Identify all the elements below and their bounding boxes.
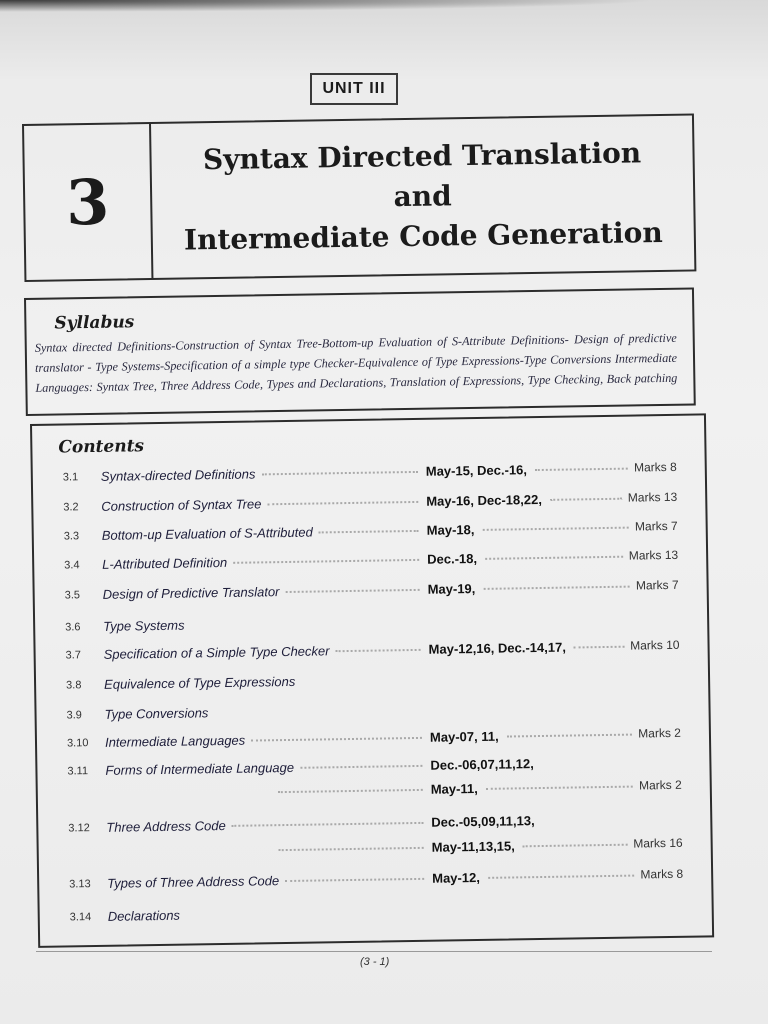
section-number: 3.13 (69, 878, 91, 891)
chapter-title-line-3: Intermediate Code Generation (183, 215, 663, 257)
exam-dates: Dec.-05,09,11,13, (431, 813, 535, 830)
marks-value: Marks 13 (628, 547, 679, 563)
exam-dates: Dec.-06,07,11,12, (430, 756, 534, 773)
footer-divider (36, 951, 712, 952)
section-title: Forms of Intermediate Language (105, 759, 295, 778)
leader-dots (231, 822, 423, 827)
section-title: Bottom-up Evaluation of S-Attributed (101, 524, 313, 543)
leader-dots (484, 586, 630, 590)
leader-dots (485, 556, 623, 560)
list-item (34, 516, 710, 549)
section-title: Syntax-directed Definitions (100, 466, 256, 484)
chapter-title (151, 115, 694, 277)
leader-dots (550, 498, 622, 501)
section-number: 3.12 (68, 822, 90, 835)
leader-dots (483, 527, 629, 531)
exam-dates: May-16, Dec-18,22, (426, 491, 542, 509)
exam-dates: May-07, 11, (429, 728, 499, 745)
exam-dates: May-11, (430, 781, 478, 797)
page-shadow (0, 0, 768, 14)
section-title: Types of Three Address Code (107, 873, 280, 891)
contents-box (30, 413, 714, 948)
chapter-title-line-2: and (393, 179, 452, 214)
section-title: Construction of Syntax Tree (101, 496, 262, 514)
exam-dates: May-15, Dec.-16, (425, 462, 528, 479)
leader-dots (267, 501, 418, 505)
leader-dots (286, 589, 420, 593)
list-item (33, 457, 709, 490)
list-item (33, 487, 709, 520)
section-number: 3.5 (64, 589, 81, 602)
syllabus-heading: Syllabus (54, 312, 135, 334)
leader-dots (300, 765, 422, 769)
exam-dates: May-12,16, Dec.-14,17, (428, 639, 567, 657)
section-title: Type Systems (103, 617, 185, 634)
leader-dots (488, 875, 634, 879)
leader-dots (523, 844, 628, 848)
exam-dates: May-12, (432, 869, 480, 886)
marks-value: Marks 8 (633, 459, 677, 475)
list-item (35, 635, 711, 668)
exam-dates: May-11,13,15, (431, 838, 515, 855)
unit-label: UNIT III (310, 73, 398, 105)
leader-dots (279, 847, 424, 851)
section-number: 3.11 (67, 765, 89, 778)
marks-value: Marks 13 (627, 489, 678, 505)
list-item (36, 695, 712, 728)
exam-dates: Dec.-18, (427, 550, 478, 567)
page-number: (3 - 1) (360, 956, 390, 968)
list-item (35, 607, 711, 640)
marks-value: Marks 10 (630, 637, 680, 653)
section-number: 3.2 (63, 501, 79, 514)
leader-dots (319, 530, 419, 534)
section-number: 3.3 (63, 530, 80, 543)
chapter-title-line-1: Syntax Directed Translation (202, 136, 642, 177)
leader-dots (486, 786, 633, 790)
list-item (34, 545, 710, 578)
section-number: 3.10 (66, 737, 89, 750)
leader-dots (535, 468, 628, 471)
chapter-title-box (22, 113, 696, 282)
section-title: Design of Predictive Translator (102, 584, 280, 602)
section-title: Declarations (107, 907, 181, 924)
leader-dots (233, 559, 419, 564)
chapter-number: 3 (24, 124, 153, 280)
marks-value: Marks 7 (635, 577, 679, 593)
list-item (36, 665, 712, 698)
marks-value: Marks 2 (638, 777, 682, 793)
section-number: 3.14 (69, 911, 92, 924)
exam-dates: May-19, (427, 581, 476, 597)
section-title: Specification of a Simple Type Checker (103, 643, 330, 662)
contents-heading: Contents (58, 436, 145, 458)
section-number: 3.8 (66, 679, 82, 692)
leader-dots (574, 646, 625, 649)
marks-value: Marks 7 (634, 518, 678, 534)
marks-value: Marks 16 (633, 835, 683, 851)
section-title: Equivalence of Type Expressions (103, 673, 296, 692)
section-title: Intermediate Languages (104, 732, 246, 750)
section-number: 3.1 (62, 471, 79, 484)
section-title: Type Conversions (104, 705, 209, 722)
section-number: 3.7 (65, 649, 82, 662)
list-item (37, 723, 713, 756)
leader-dots (262, 471, 418, 475)
syllabus-text: Syntax directed Definitions-Construction of Syntax Tree-Bottom-up Evaluation of S-Attribute Definitions- Design of predictive translator - Type Systems-Specification of a simple type Checker-Equivalence of Type Expressions-Type Conversions Intermediate Languages: Syntax Tree, Three Address Code, Types and Declarations, Translation of Expressions, Type Checking, Back patching (34, 330, 678, 395)
list-item (35, 575, 711, 608)
marks-value: Marks 2 (638, 725, 682, 741)
list-item (39, 864, 715, 897)
exam-dates: May-18, (426, 522, 475, 538)
leader-dots (251, 737, 422, 742)
leader-dots (285, 878, 424, 882)
marks-value: Marks 8 (640, 866, 684, 882)
list-item (40, 897, 716, 930)
section-number: 3.4 (64, 559, 80, 572)
section-title: Three Address Code (106, 817, 226, 835)
section-title: L-Attributed Definition (102, 554, 228, 572)
section-number: 3.6 (65, 621, 81, 634)
leader-dots (336, 649, 421, 652)
syllabus-box (24, 287, 696, 416)
section-number: 3.9 (66, 709, 82, 722)
leader-dots (507, 734, 632, 738)
leader-dots (278, 789, 423, 793)
